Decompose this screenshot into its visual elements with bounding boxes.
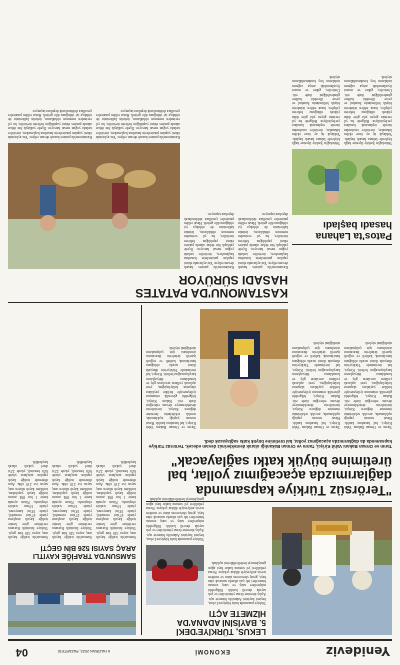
patos-headline-line1: Patos'ta Lahana — [315, 230, 392, 241]
lekus-headline — [146, 609, 266, 635]
kastamonu-body-2: Kastamonu'da patates hasadı devam ediyor. Yaz aylarında ekimi yapılan patateslerin hasadına başlanırken, üreticiler tarlada yoğun mesai harcıyor. İlçede yaklaşık bin dekar alanda patates ekimi yapıldığını belirten üreticiler, bu yıl verimden memnun olduklarını, ürünün kalitesinin de oldukça iyi olduğunu dile getirdi. Hasat edilen patatesler çuvallara doldurularak depolara taşınıyor. — [184, 212, 234, 269]
samsun-headline — [8, 543, 136, 559]
page-number: 04 — [15, 646, 28, 658]
lekus-headline-line2: 5. BAYİSİNİ ADANA'DA — [176, 618, 266, 628]
main-rule — [146, 501, 392, 502]
patos-body-1: Tekirdağ'ın Şarköy ilçesine bağlı köylerde lahana hasadı başladı. Yaklaşık üç ay önce ekilen lahanalar, üreticiler tarafından özenle toplanarak kasalara yerleştiriliyor. Bölgede bu yıl verimin geçen yıla göre daha yüksek olduğunu belirten çiftçiler, hasat edilen ürünlerin büyük bölümünün İstanbul ve çevre illerdeki hallere gönderildiğini ifade etti. Üreticiler, gübre ve mazot fiyatlarındaki artışa rağmen tarlalarını boş bırakmadıklarını söyledi. — [344, 74, 392, 145]
date: 6 HAZİRAN 2022, PAZARTESİ — [57, 649, 110, 653]
main-headline-line2: dağlarımızda açacağımız yollar, bal — [167, 468, 392, 484]
main-headline — [146, 454, 392, 498]
center-rule — [8, 302, 288, 303]
column-divider — [141, 305, 142, 635]
section-label: EKONOMİ — [194, 648, 230, 654]
cabbage-photo — [292, 149, 392, 215]
brand-logo: Yenideviz — [325, 644, 390, 658]
header-rule — [8, 640, 392, 642]
kastamonu-body-1: Kastamonu'da patates hasadı devam ediyor. Yaz aylarında ekimi yapılan patateslerin hasadına başlanırken, üreticiler tarlada yoğun mesai harcıyor. İlçede yaklaşık bin dekar alanda patates ekimi yapıldığını belirten üreticiler, bu yıl verimden memnun olduklarını, ürünün kalitesinin de oldukça iyi olduğunu dile getirdi. Hasat edilen patatesler çuvallara doldurularak depolara taşınıyor. — [238, 212, 288, 269]
main-body-3: Tarım ve Orman Bakanı Vahit Kirişci, bal hasadına katıldı. Hasat sonrası yaptığı açıklamada, arıcılık sektörünün önemine değinen Kirişci, üreticilerin desteklenmeye devam edeceğini ifade etti. Bakan Kirişci, bölgedeki güvenlik ortamının iyileşmesiyle birlikte yaylalara ulaşımın kolaylaştığını, yeni açılacak yolların arıcıların göç ve konaklama ihtiyaçlarını karşılayacağını belirtti. Kirişci, bal üretiminde Türkiye'nin dünyada ikinci sırada olduğunu hatırlatarak, kaliteli ve coğrafi işaretli ürünlerin ihracatının artırılması için çalışmaların sürdüğünü söyledi. — [146, 345, 196, 429]
showroom-photo — [146, 545, 204, 605]
lekus-body-cont: Türkiye pazarında hızla büyüyen Lekus, beşinci bayisini Adana'da hizmete açtı. Açılış törenine firma yöneticileri ve çok sayıda davetli katıldı. Bölgedeki müşterilere satış ve satış sonrası hizmetleri tek çatı altında sunacak olan bayi, geniş showroom alanı ve modern servis atölyesiyle dikkat çekiyor. Firma yetkilileri yıl sonuna kadar bayi ağını genişletmeyi hedeflediklerini açıkladı. — [146, 497, 204, 541]
left-rule — [292, 244, 392, 245]
kastamonu-headline — [8, 273, 288, 299]
lekus-headline-line1: LEKUS, TÜRKİYE'DEKİ — [176, 627, 266, 636]
patos-body-2: Tekirdağ'ın Şarköy ilçesine bağlı köylerde lahana hasadı başladı. Yaklaşık üç ay önce ekilen lahanalar, üreticiler tarafından özenle toplanarak kasalara yerleştiriliyor. Bölgede bu yıl verimin geçen yıla göre daha yüksek olduğunu belirten çiftçiler, hasat edilen ürünlerin büyük bölümünün İstanbul ve çevre illerdeki hallere gönderildiğini ifade etti. Üreticiler, gübre ve mazot fiyatlarındaki artışa rağmen tarlalarını boş bırakmadıklarını söyledi. — [292, 74, 340, 145]
lekus-body: Türkiye pazarında hızla büyüyen Lekus, beşinci bayisini Adana'da hizmete açtı. Açılış törenine firma yöneticileri ve çok sayıda davetli katıldı. Bölgedeki müşterilere satış ve satış sonrası hizmetleri tek çatı altında sunacak olan bayi, geniş showroom alanı ve modern servis atölyesiyle dikkat çekiyor. Firma yetkilileri yıl sonuna kadar bayi ağını genişletmeyi hedeflediklerini açıkladı. — [208, 561, 266, 605]
traffic-photo — [8, 563, 136, 635]
samsun-body-3: Samsun'da trafiğe kayıtlı araç sayısı 526 bini geçti. Türkiye İstatistik Kurumu verilerine göre kentte trafiğe kayıtlı araçların yüzde 47'sini otomobil, yüzde 18'ini kamyonet, yüzde 16'sını traktör oluşturdu. Nisan ayında kente 1 bin 894 aracın trafiğe kaydı yapılırken, trafikten kaydı silinen araç sayısı ise 210 oldu. Aynı dönemde trafiğe kaydı yapılan araçların yüzde 64'ü benzinli, yüzde 22'si dizel yakıtlı olarak kaydedildi. — [8, 460, 48, 539]
samsun-headline-line1: SAMSUN'DA TRAFİĞE KAYITLI — [32, 552, 136, 559]
samsun-body-2: Samsun'da trafiğe kayıtlı araç sayısı 526 bini geçti. Türkiye İstatistik Kurumu verilerine göre kentte trafiğe kayıtlı araçların yüzde 47'sini otomobil, yüzde 18'ini kamyonet, yüzde 16'sını traktör oluşturdu. Nisan ayında kente 1 bin 894 aracın trafiğe kaydı yapılırken, trafikten kaydı silinen araç sayısı ise 210 oldu. Aynı dönemde trafiğe kaydı yapılan araçların yüzde 64'ü benzinli, yüzde 22'si dizel yakıtlı olarak kaydedildi. — [52, 460, 92, 539]
patos-headline — [292, 219, 392, 241]
potato-harvest-photo — [8, 143, 180, 269]
main-body-2: Tarım ve Orman Bakanı Vahit Kirişci, bal hasadına katıldı. Hasat sonrası yaptığı açıklamada, arıcılık sektörünün önemine değinen Kirişci, üreticilerin desteklenmeye devam edeceğini ifade etti. Bakan Kirişci, bölgedeki güvenlik ortamının iyileşmesiyle birlikte yaylalara ulaşımın kolaylaştığını, yeni açılacak yolların arıcıların göç ve konaklama ihtiyaçlarını karşılayacağını belirtti. Kirişci, bal üretiminde Türkiye'nin dünyada ikinci sırada olduğunu hatırlatarak, kaliteli ve coğrafi işaretli ürünlerin ihracatının artırılması için çalışmaların sürdüğünü söyledi. — [292, 341, 340, 429]
main-body-1: Tarım ve Orman Bakanı Vahit Kirişci, bal hasadına katıldı. Hasat sonrası yaptığı açıklamada, arıcılık sektörünün önemine değinen Kirişci, üreticilerin desteklenmeye devam edeceğini ifade etti. Bakan Kirişci, bölgedeki güvenlik ortamının iyileşmesiyle birlikte yaylalara ulaşımın kolaylaştığını, yeni açılacak yolların arıcıların göç ve konaklama ihtiyaçlarını karşılayacağını belirtti. Kirişci, bal üretiminde Türkiye'nin dünyada ikinci sırada olduğunu hatırlatarak, kaliteli ve coğrafi işaretli ürünlerin ihracatının artırılması için çalışmaların sürdüğünü söyledi. — [344, 341, 392, 429]
beekeeping-photo — [272, 507, 392, 635]
main-headline-line3: üretimine büyük katkı sağlayacak" — [170, 454, 392, 469]
kastamonu-body-3: Kastamonu'da patates hasadı devam ediyor. Yaz aylarında ekimi yapılan patateslerin hasadına başlanırken, üreticiler tarlada yoğun mesai harcıyor. İlçede yaklaşık bin dekar alanda patates ekimi yapıldığını belirten üreticiler, bu yıl verimden memnun olduklarını, ürünün kalitesinin de oldukça iyi olduğunu dile getirdi. Hasat edilen patatesler çuvallara doldurularak depolara taşınıyor. — [96, 108, 180, 139]
minister-photo — [200, 309, 288, 429]
main-headline-line1: "Terörsüz Türkiye kapsamında — [196, 483, 392, 498]
samsun-headline-line2: ARAÇ SAYISI 526 BİN GEÇTİ — [40, 544, 136, 552]
kastamonu-headline-line2: HASADI SÜRÜYOR — [178, 273, 288, 287]
lekus-headline-line3: HİZMETE AÇTI — [208, 609, 266, 619]
kastamonu-headline-line1: KASTAMONU'DA PATATES — [135, 286, 288, 300]
main-deck: Tarım ve Orman Bakanı Vahit Kirişci, Tarım ve Orman Bakanlığı olarak desteklerimiz devam edecek. Terörsüz Türkiye kapsamında da dağlarımızda açacağımız yollar, bal üretimine büyük katkı sağlayacak dedi. — [148, 438, 392, 449]
kastamonu-body-4: Kastamonu'da patates hasadı devam ediyor. Yaz aylarında ekimi yapılan patateslerin hasadına başlanırken, üreticiler tarlada yoğun mesai harcıyor. İlçede yaklaşık bin dekar alanda patates ekimi yapıldığını belirten üreticiler, bu yıl verimden memnun olduklarını, ürünün kalitesinin de oldukça iyi olduğunu dile getirdi. Hasat edilen patatesler çuvallara doldurularak depolara taşınıyor. — [8, 108, 92, 139]
patos-headline-line2: hasadı başladı — [323, 219, 392, 230]
samsun-body-1: Samsun'da trafiğe kayıtlı araç sayısı 526 bini geçti. Türkiye İstatistik Kurumu verilerine göre kentte trafiğe kayıtlı araçların yüzde 47'sini otomobil, yüzde 18'ini kamyonet, yüzde 16'sını traktör oluşturdu. Nisan ayında kente 1 bin 894 aracın trafiğe kaydı yapılırken, trafikten kaydı silinen araç sayısı ise 210 oldu. Aynı dönemde trafiğe kaydı yapılan araçların yüzde 64'ü benzinli, yüzde 22'si dizel yakıtlı olarak kaydedildi. — [96, 460, 136, 539]
